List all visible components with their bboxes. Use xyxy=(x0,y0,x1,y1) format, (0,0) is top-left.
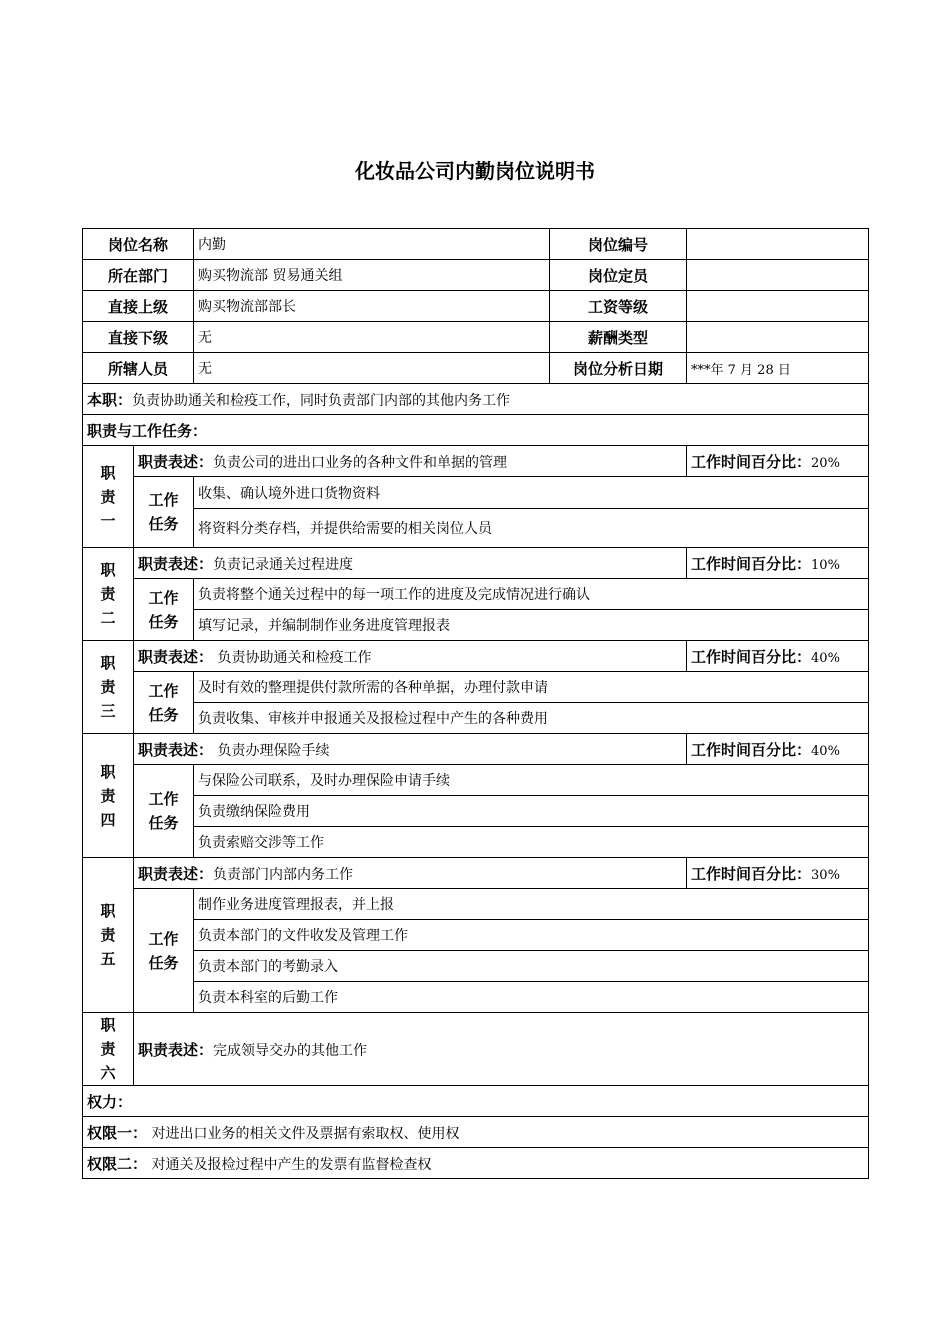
duty-desc-row xyxy=(83,641,869,672)
task-item: 制作业务进度管理报表，并上报 xyxy=(194,889,869,920)
duty-desc: 负责办理保险手续 xyxy=(213,742,330,759)
duty-desc: 负责公司的进出口业务的各种文件和单据的管理 xyxy=(213,454,508,471)
duty-desc-row xyxy=(83,1013,869,1086)
duties-header: 职责与工作任务： xyxy=(83,415,869,446)
duty-desc-row xyxy=(83,548,869,579)
duty-desc-row xyxy=(83,446,869,477)
info-value xyxy=(687,322,869,353)
task-row xyxy=(83,672,869,703)
duty-name: 职 责 六 xyxy=(83,1013,134,1086)
task-row xyxy=(83,796,869,827)
power-text: 对进出口业务的相关文件及票据有索取权、使用权 xyxy=(147,1125,460,1142)
info-label: 直接下级 xyxy=(83,322,194,353)
power-row xyxy=(83,1148,869,1179)
power-label: 权限二： xyxy=(87,1154,148,1173)
task-item: 负责本部门的文件收发及管理工作 xyxy=(194,920,869,951)
duty-pct: 20% xyxy=(811,455,840,471)
task-item: 负责索赔交涉等工作 xyxy=(194,827,869,858)
power-header: 权力： xyxy=(83,1086,869,1117)
pct-label: 工作时间百分比： xyxy=(691,740,812,759)
desc-label: 职责表述： xyxy=(138,647,214,666)
duty-name: 职 责 一 xyxy=(83,446,134,548)
benzhi-text: 负责协助通关和检疫工作，同时负责部门内部的其他内务工作 xyxy=(132,392,511,409)
benzhi-label: 本职： xyxy=(87,390,133,409)
task-row xyxy=(83,827,869,858)
task-row xyxy=(83,951,869,982)
task-item: 负责收集、审核并申报通关及报检过程中产生的各种费用 xyxy=(194,703,869,734)
duty-desc-row xyxy=(83,734,869,765)
info-label: 所在部门 xyxy=(83,260,194,291)
task-item: 负责将整个通关过程中的每一项工作的进度及完成情况进行确认 xyxy=(194,579,869,610)
page-title: 化妆品公司内勤岗位说明书 xyxy=(355,159,595,183)
power-text: 对通关及报检过程中产生的发票有监督检查权 xyxy=(147,1156,432,1173)
task-row xyxy=(83,982,869,1013)
info-label: 岗位编号 xyxy=(550,229,687,260)
info-row xyxy=(83,322,869,353)
task-row xyxy=(83,509,869,548)
duty-desc: 负责协助通关和检疫工作 xyxy=(213,649,372,666)
info-value: 无 xyxy=(194,322,550,353)
info-value: 购买物流部 贸易通关组 xyxy=(194,260,550,291)
pct-label: 工作时间百分比： xyxy=(691,554,812,573)
info-label: 工资等级 xyxy=(550,291,687,322)
info-label: 直接上级 xyxy=(83,291,194,322)
task-row xyxy=(83,920,869,951)
info-value: 无 xyxy=(194,353,550,384)
desc-label: 职责表述： xyxy=(138,554,214,573)
info-value xyxy=(687,291,869,322)
info-label: 岗位分析日期 xyxy=(550,353,687,384)
info-row xyxy=(83,229,869,260)
task-item: 负责本科室的后勤工作 xyxy=(194,982,869,1013)
task-item: 及时有效的整理提供付款所需的各种单据，办理付款申请 xyxy=(194,672,869,703)
info-label: 岗位定员 xyxy=(550,260,687,291)
task-row xyxy=(83,579,869,610)
duty-pct: 10% xyxy=(811,557,840,573)
benzhi-row xyxy=(83,384,869,415)
duty-desc: 完成领导交办的其他工作 xyxy=(213,1042,368,1059)
task-item: 将资料分类存档，并提供给需要的相关岗位人员 xyxy=(194,509,869,548)
task-row xyxy=(83,889,869,920)
duty-pct: 30% xyxy=(811,867,840,883)
duty-name: 职 责 四 xyxy=(83,734,134,858)
info-row xyxy=(83,291,869,322)
task-label: 工作 任务 xyxy=(134,579,194,641)
duties-header-row xyxy=(83,415,869,446)
analysis-date: ***年 7 月 28 日 xyxy=(687,353,869,384)
power-label: 权限一： xyxy=(87,1123,148,1142)
desc-label: 职责表述： xyxy=(138,452,214,471)
duty-name: 职 责 二 xyxy=(83,548,134,641)
power-row xyxy=(83,1117,869,1148)
info-value: 购买物流部部长 xyxy=(194,291,550,322)
duty-pct: 40% xyxy=(811,650,840,666)
pct-label: 工作时间百分比： xyxy=(691,864,812,883)
info-row xyxy=(83,260,869,291)
task-item: 收集、确认境外进口货物资料 xyxy=(194,477,869,509)
info-value xyxy=(687,260,869,291)
info-row xyxy=(83,353,869,384)
task-label: 工作 任务 xyxy=(134,889,194,1013)
info-label: 岗位名称 xyxy=(83,229,194,260)
task-item: 填写记录，并编制制作业务进度管理报表 xyxy=(194,610,869,641)
task-row xyxy=(83,477,869,509)
task-item: 负责缴纳保险费用 xyxy=(194,796,869,827)
duty-desc-row xyxy=(83,858,869,889)
info-value: 内勤 xyxy=(194,229,550,260)
task-label: 工作 任务 xyxy=(134,765,194,858)
desc-label: 职责表述： xyxy=(138,740,214,759)
task-row xyxy=(83,610,869,641)
duty-pct: 40% xyxy=(811,743,840,759)
duty-desc: 负责部门内部内务工作 xyxy=(213,866,354,883)
task-item: 与保险公司联系，及时办理保险申请手续 xyxy=(194,765,869,796)
task-item: 负责本部门的考勤录入 xyxy=(194,951,869,982)
duty-name: 职 责 五 xyxy=(83,858,134,1013)
power-header-row xyxy=(83,1086,869,1117)
task-label: 工作 任务 xyxy=(134,672,194,734)
task-row xyxy=(83,703,869,734)
job-description-table xyxy=(82,228,869,1179)
task-row xyxy=(83,765,869,796)
info-label: 所辖人员 xyxy=(83,353,194,384)
duty-desc: 负责记录通关过程进度 xyxy=(213,556,354,573)
desc-label: 职责表述： xyxy=(138,864,214,883)
task-label: 工作 任务 xyxy=(134,477,194,548)
pct-label: 工作时间百分比： xyxy=(691,647,812,666)
info-value xyxy=(687,229,869,260)
pct-label: 工作时间百分比： xyxy=(691,452,812,471)
duty-name: 职 责 三 xyxy=(83,641,134,734)
desc-label: 职责表述： xyxy=(138,1040,214,1059)
info-label: 薪酬类型 xyxy=(550,322,687,353)
